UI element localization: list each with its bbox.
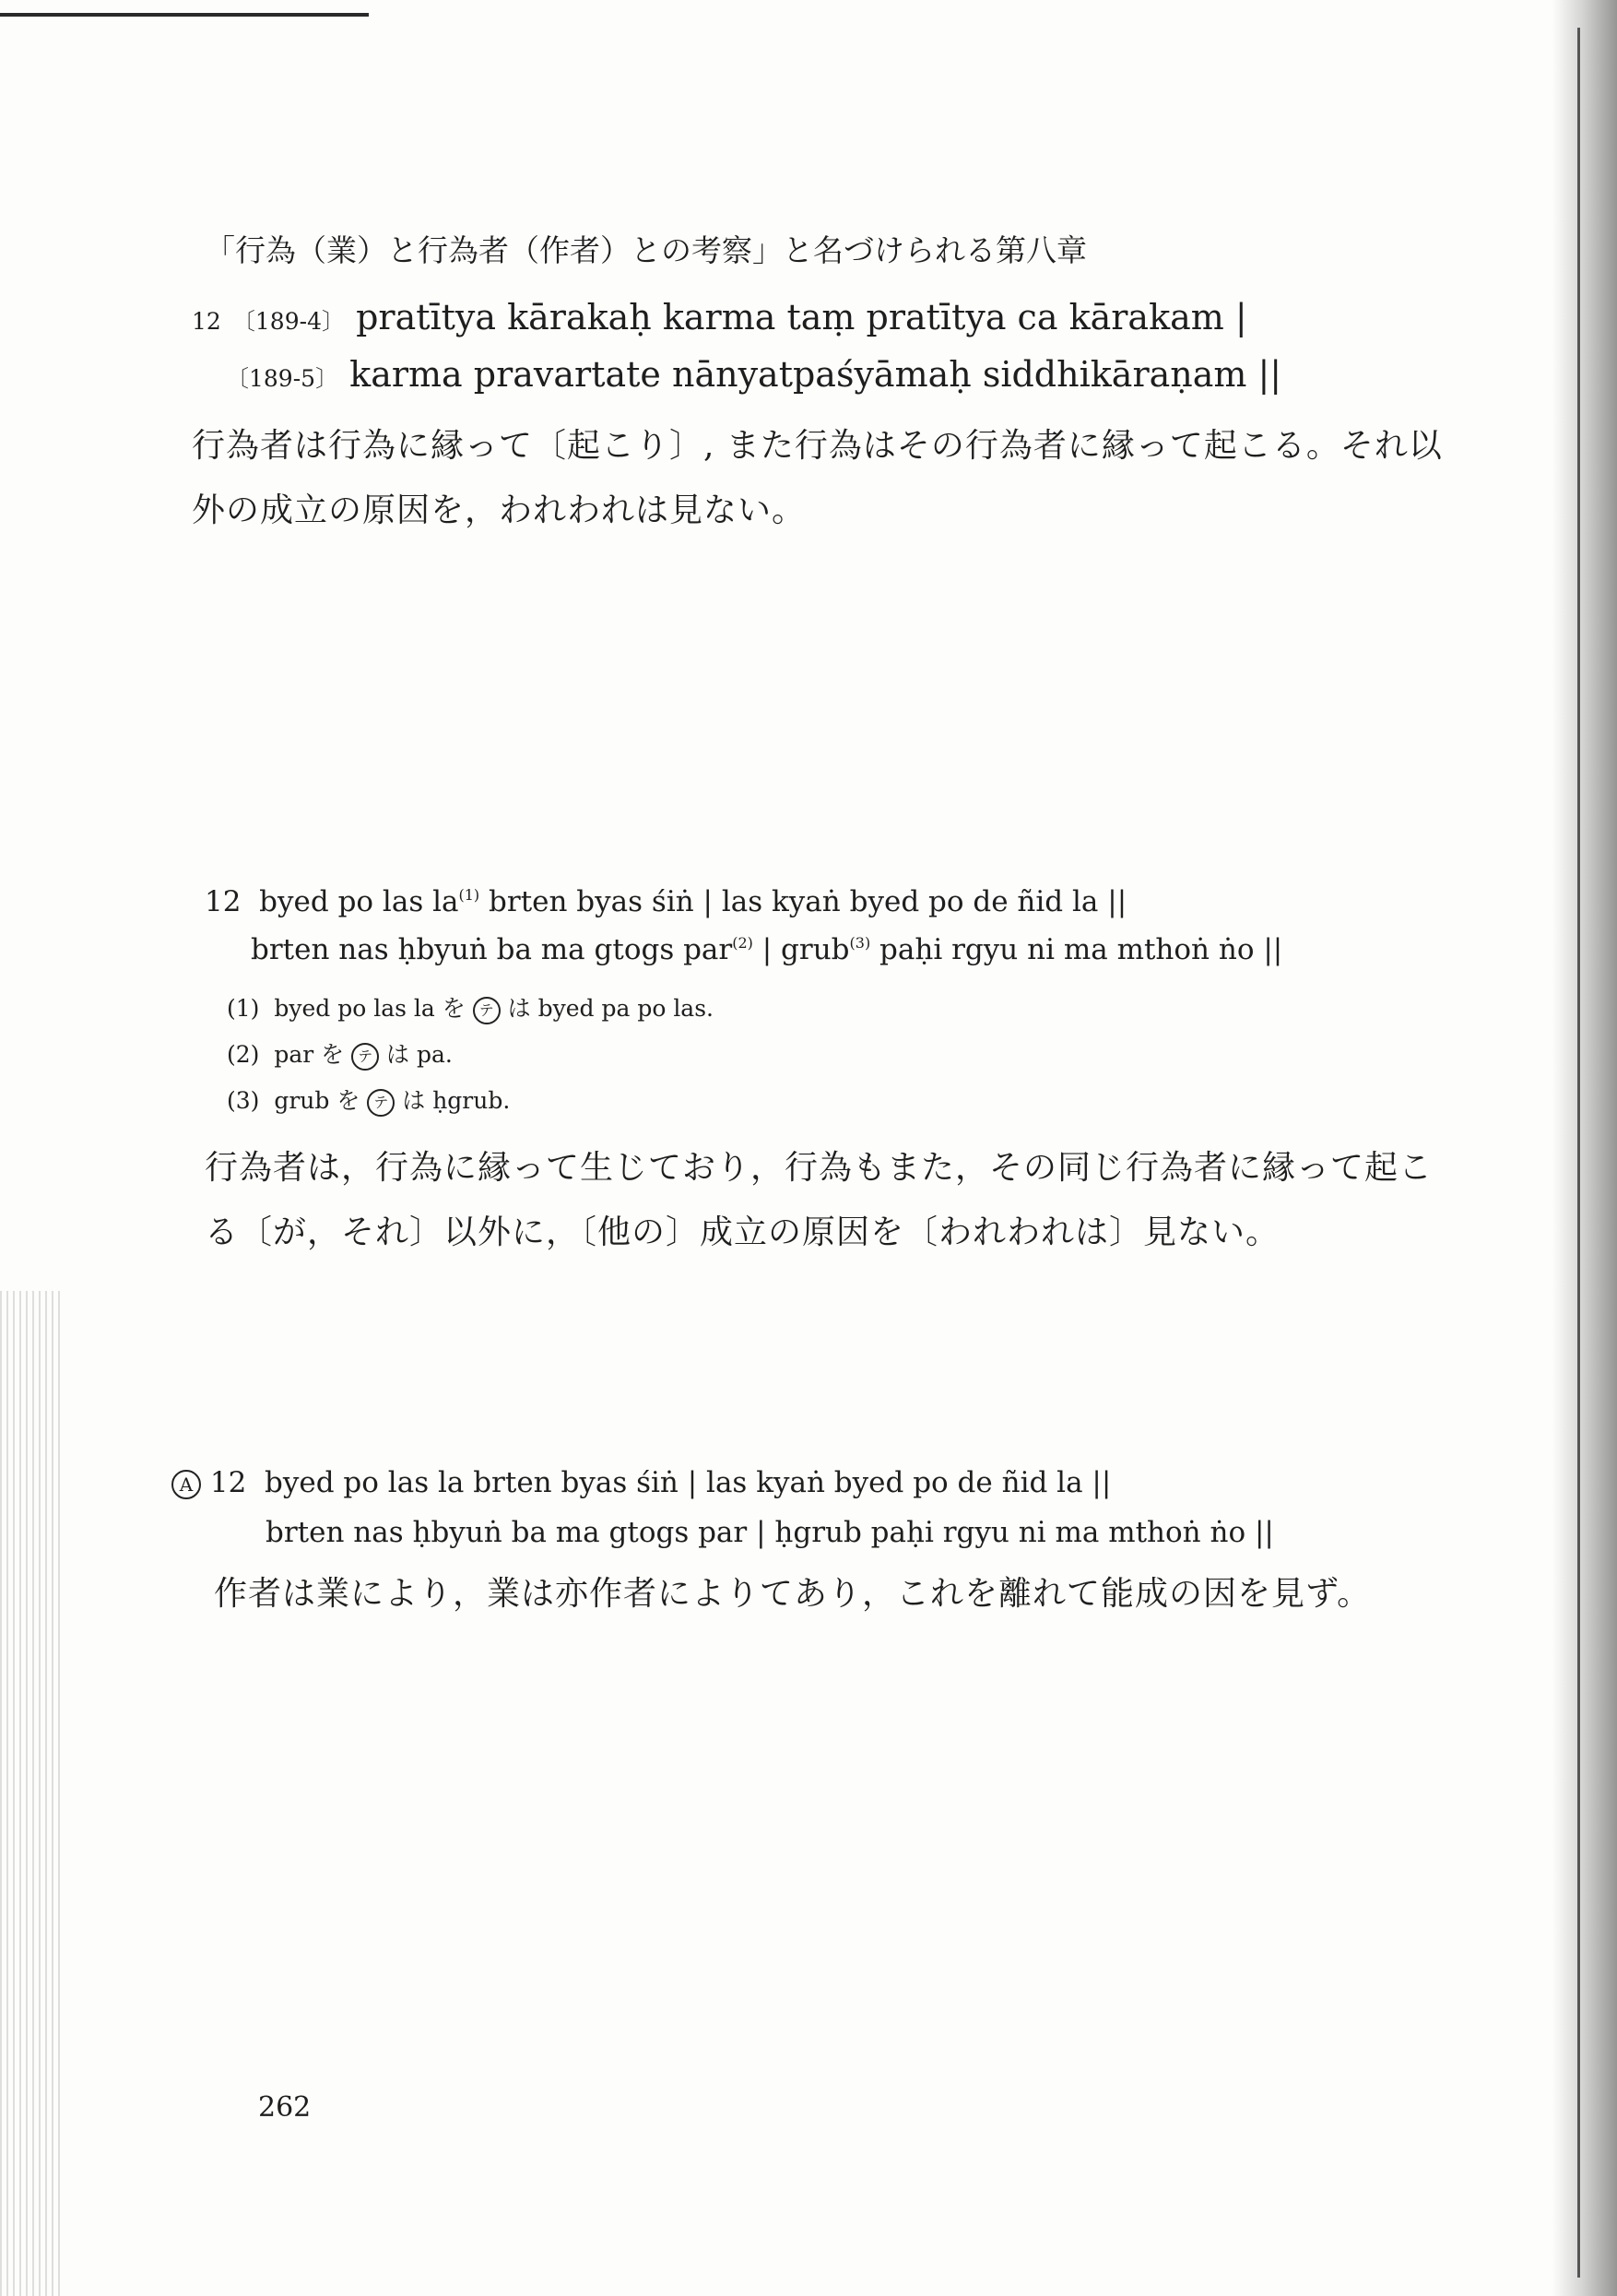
chinese-version-line-2: brten nas ḥbyuṅ ba ma gtogs par | ḥgrub paḥi rgyu ni ma mthoṅ ṅo || (266, 1516, 1274, 1549)
circled-te-icon: テ (473, 997, 501, 1024)
binding-line (1577, 28, 1580, 2278)
tibetan-translation-1: 行為者は，行為に縁って生じており，行為もまた，その同じ行為者に縁って起こ (205, 1149, 1434, 1187)
circled-te-icon: テ (367, 1089, 395, 1117)
chinese-version-line-1 (171, 1466, 1111, 1499)
verse-number: 12 (209, 1466, 247, 1499)
circled-te-icon: テ (351, 1043, 379, 1071)
page-number: 262 (258, 2091, 312, 2124)
sanskrit-text: karma pravartate nānyatpaśyāmaḥ siddhikāraṇam || (349, 354, 1282, 395)
footnote-ref: (3) (849, 934, 871, 952)
tibetan-translation-2: る〔が，それ〕以外に，〔他の〕成立の原因を〔われわれは〕見ない。 (205, 1213, 1281, 1251)
sanskrit-text: pratītya kārakaḥ karma taṃ pratītya ca kārakam | (356, 297, 1247, 337)
tibetan-text: paḥi rgyu ni ma mthoṅ ṅo || (870, 933, 1283, 966)
tibetan-text: brten byas śiṅ | las kyaṅ byed po de ñid la || (479, 885, 1127, 918)
top-rule (0, 13, 369, 17)
sanskrit-line-1 (192, 297, 1247, 337)
reference-mark: 〔189-4〕 (231, 308, 345, 335)
footnote-ref: (2) (732, 934, 753, 952)
tibetan-text: | grub (752, 933, 850, 966)
tibetan-text: byed po las la brten byas śiṅ | las kyaṅ byed po de ñid la || (265, 1466, 1112, 1499)
tibetan-line-2 (251, 933, 1282, 966)
sanskrit-translation-2: 外の成立の原因を，われわれは見ない。 (192, 491, 807, 529)
sanskrit-line-2 (226, 354, 1281, 395)
circled-a-icon: A (171, 1470, 201, 1499)
footnote-3: (3) grub を テ は ḥgrub. (227, 1083, 510, 1117)
scan-right-edge (1552, 0, 1617, 2296)
chinese-translation: 作者は業により，業は亦作者によりてあり，これを離れて能成の因を見ず。 (214, 1575, 1372, 1613)
verse-number: 12 (192, 308, 221, 335)
tibetan-text: byed po las la (259, 885, 459, 918)
footnote-2: (2) par を テ は pa. (227, 1036, 453, 1071)
chapter-title: 「行為（業）と行為者（作者）との考察」と名づけられる第八章 (205, 232, 1087, 268)
sanskrit-translation-1: 行為者は行為に縁って〔起こり〕, また行為はその行為者に縁って起こる。それ以 (192, 427, 1443, 465)
scan-left-edge (0, 1291, 65, 2296)
tibetan-text: brten nas ḥbyuṅ ba ma gtogs par (251, 933, 733, 966)
footnote-ref: (1) (458, 886, 480, 904)
verse-number: 12 (205, 885, 242, 918)
footnote-1: (1) byed po las la を テ は byed pa po las. (227, 990, 714, 1024)
tibetan-line-1 (205, 885, 1127, 918)
reference-mark: 〔189-5〕 (226, 365, 339, 392)
